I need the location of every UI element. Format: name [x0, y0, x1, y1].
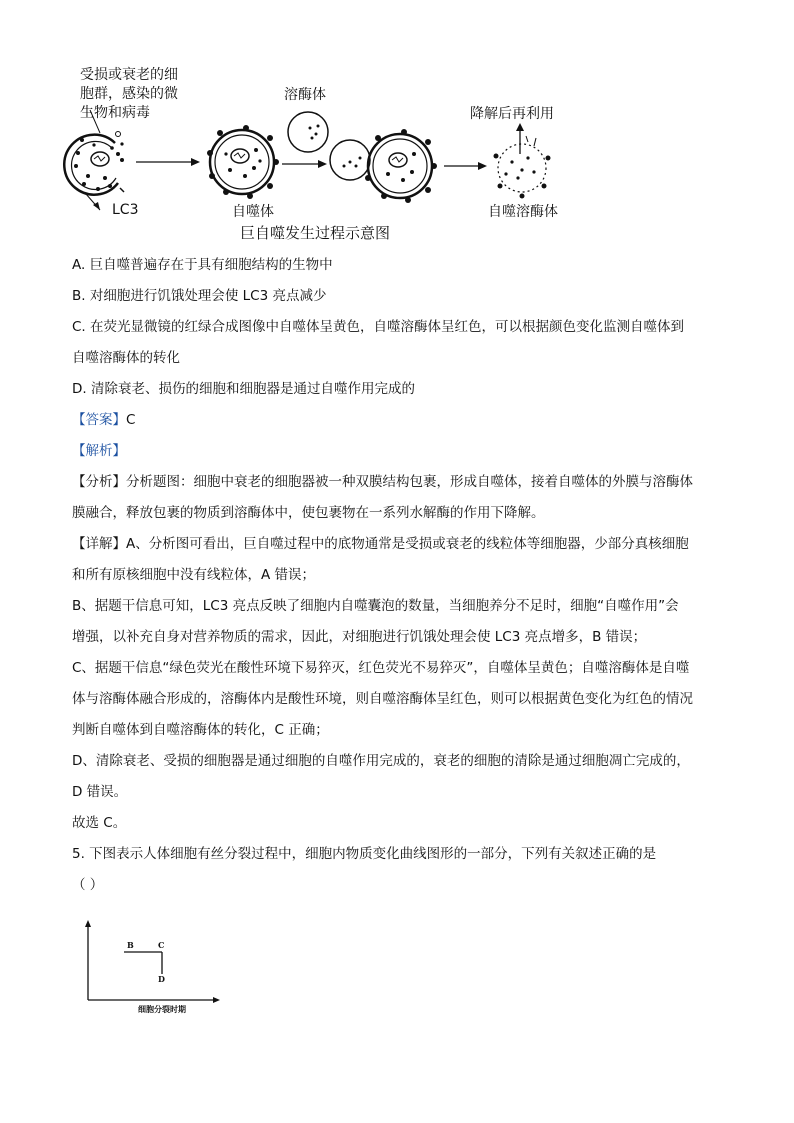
question-5-blank: （ ）	[72, 877, 104, 893]
graph-point-d: D	[158, 974, 165, 984]
analysis-tag: 【解析】	[72, 443, 126, 459]
analysis-line-2: 膜融合，释放包裹的物质到溶酶体中，使包裹物在一系列水解酶的作用下降解。	[72, 505, 545, 521]
answer-value: C	[126, 412, 136, 428]
mitosis-graph	[80, 918, 240, 1018]
option-c-line2: 自噬溶酶体的转化	[72, 350, 180, 366]
figure-label-substrate-line2: 胞群，感染的微	[80, 86, 178, 102]
lysosome-drawing	[288, 112, 328, 152]
option-a: A. 巨自噬普遍存在于具有细胞结构的生物中	[72, 257, 333, 273]
detail-line-4: 增强，以补充自身对营养物质的需求，因此，对细胞进行饥饿处理会使 LC3 亮点增多，B 错误；	[72, 629, 647, 645]
figure-label-lc3: LC3	[112, 202, 139, 218]
option-c-line1: C. 在荧光显微镜的红绿合成图像中自噬体呈黄色，自噬溶酶体呈红色，可以根据颜色变化监测自噬体到	[72, 319, 685, 335]
analysis-line-1: 【分析】分析题图：细胞中衰老的细胞器被一种双膜结构包裹，形成自噬体，接着自噬体的外膜与溶酶体	[72, 474, 693, 490]
graph-x-label: 细胞分裂时期	[138, 1004, 186, 1014]
answer-tag: 【答案】	[72, 412, 126, 428]
detail-line-10: 故选 C。	[72, 815, 127, 831]
option-d: D. 清除衰老、损伤的细胞和细胞器是通过自噬作用完成的	[72, 381, 415, 397]
autolysosome-drawing	[494, 123, 551, 199]
detail-line-3: B、据题干信息可知，LC3 亮点反映了细胞内自噬囊泡的数量，当细胞养分不足时，细胞“自噬作用”会	[72, 598, 679, 614]
detail-line-9: D 错误。	[72, 784, 128, 800]
autophagy-figure	[60, 58, 620, 248]
detail-line-1: 【详解】A、分析图可看出，巨自噬过程中的底物通常是受损或衰老的线粒体等细胞器，少部分真核细胞	[72, 536, 689, 552]
fusion-cell-drawing	[365, 129, 437, 203]
figure-label-substrate-line3: 生物和病毒	[80, 105, 150, 121]
mitosis-graph-axes	[80, 918, 240, 1018]
detail-line-5: C、据题干信息“绿色荧光在酸性环境下易猝灭，红色荧光不易猝灭”，自噬体呈黄色；自噬溶酶体是自噬	[72, 660, 690, 676]
detail-line-7: 判断自噬体到自噬溶酶体的转化，C 正确；	[72, 722, 329, 738]
fusing-lysosome-drawing	[330, 140, 370, 180]
autophagosome-drawing	[207, 125, 279, 199]
figure-label-autolysosome: 自噬溶酶体	[488, 204, 558, 220]
graph-point-c: C	[158, 940, 165, 950]
option-b: B. 对细胞进行饥饿处理会使 LC3 亮点减少	[72, 288, 327, 304]
answer-line	[72, 411, 135, 429]
figure-label-autophagosome: 自噬体	[232, 204, 274, 220]
detail-line-2: 和所有原核细胞中没有线粒体，A 错误；	[72, 567, 316, 583]
figure-caption: 巨自噬发生过程示意图	[240, 224, 391, 242]
damaged-cell-drawing	[64, 110, 124, 210]
figure-label-substrate	[80, 66, 200, 123]
figure-label-substrate-line1: 受损或衰老的细	[80, 67, 178, 83]
figure-label-reuse: 降解后再利用	[470, 106, 554, 122]
figure-label-lysosome: 溶酶体	[284, 87, 326, 103]
graph-point-b: B	[127, 940, 134, 950]
question-5-stem: 5. 下图表示人体细胞有丝分裂过程中，细胞内物质变化曲线图形的一部分，下列有关叙述正确的是	[72, 846, 657, 862]
detail-line-6: 体与溶酶体融合形成的，溶酶体内是酸性环境，则自噬溶酶体呈红色，则可以根据黄色变化为红色的情况	[72, 691, 693, 707]
detail-line-8: D、清除衰老、受损的细胞器是通过细胞的自噬作用完成的，衰老的细胞的清除是通过细胞凋亡完成的，	[72, 753, 690, 769]
